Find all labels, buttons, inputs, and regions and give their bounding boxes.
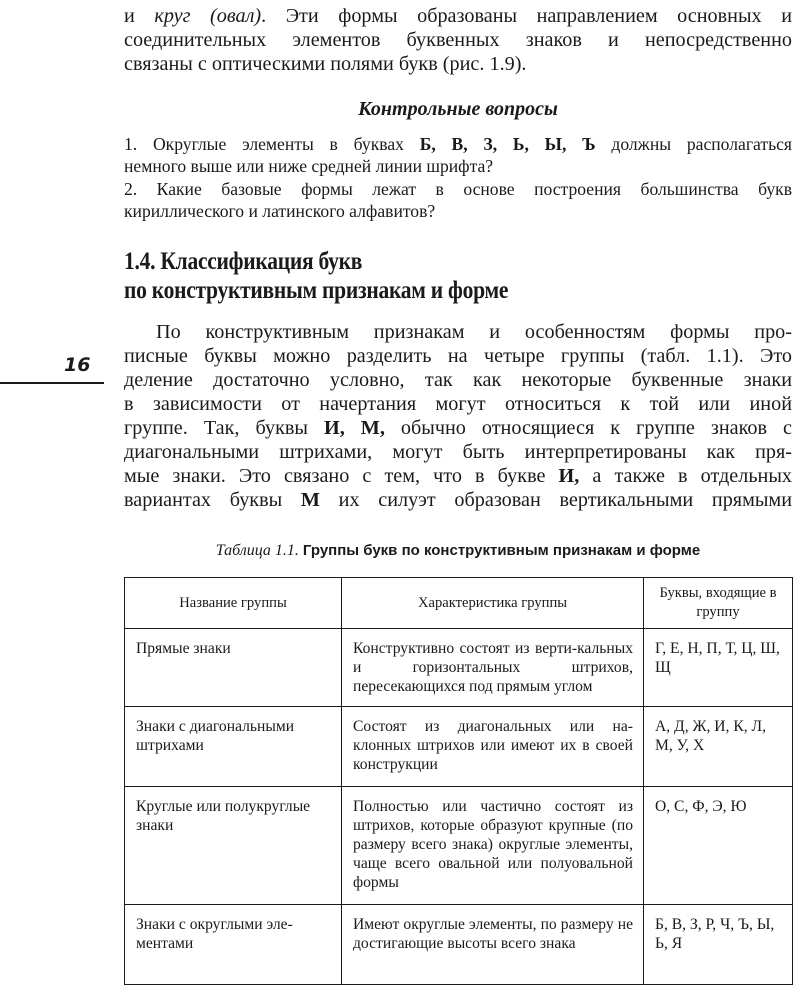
group-description-cell: Имеют округлые элементы, по размеру не достигающие высоты всего знака: [342, 905, 644, 985]
text-line: кириллического и латинского алфавитов?: [124, 201, 436, 221]
page-number: 16: [64, 354, 91, 376]
group-name-cell: Знаки с округлыми эле-ментами: [125, 905, 342, 985]
page-number-rule: [0, 382, 104, 384]
column-header: Характеристика группы: [342, 578, 644, 629]
text-line: диагональными штрихами, могут быть интерпретированы как пря-: [124, 441, 792, 463]
column-header: Название группы: [125, 578, 342, 629]
letter-groups-table: [124, 577, 793, 985]
emphasis: М: [300, 489, 320, 511]
text-line: деление достаточно условно, так как некоторые буквенные знаки: [124, 369, 792, 391]
text-line: По конструктивным признакам и особенностям формы про-: [156, 321, 792, 343]
intro-paragraph: [124, 4, 792, 76]
text-line: группе. Так, буквы И, М, обычно относящиеся к группе знаков с: [124, 417, 792, 439]
table-row: [125, 707, 793, 787]
group-name-cell: Круглые или полукруглые знаки: [125, 787, 342, 905]
section-heading-line: по конструктивным признакам и форме: [124, 277, 509, 304]
text-line: писные буквы можно разделить на четыре группы (табл. 1.1). Это: [124, 345, 792, 367]
question-2: [124, 178, 792, 222]
group-description-cell: Состоят из диагональных или на-клонных штрихов или имеют их в своей конструкции: [342, 707, 644, 787]
text-line: немного выше или ниже средней линии шрифта?: [124, 156, 494, 176]
text-line: в зависимости от начертания могут относиться к той или иной: [124, 393, 792, 415]
group-name-cell: Прямые знаки: [125, 629, 342, 707]
column-header: Буквы, входящие в группу: [644, 578, 793, 629]
group-description-cell: Конструктивно состоят из верти-кальных и горизонтальных штрихов, пересекающихся под прямым углом: [342, 629, 644, 707]
text-line: и круг (овал). Эти формы образованы направлением основных и: [124, 5, 792, 27]
question-1: [124, 133, 792, 177]
table-caption-title: Группы букв по конструктивным признакам и форме: [302, 542, 701, 559]
group-description-cell: Полностью или частично состоят из штрихов, которые образуют крупные (по размеру всего знака) округлые элементы, чаще всего овальной или полуовальной формы: [342, 787, 644, 905]
group-letters-cell: О, С, Ф, Э, Ю: [644, 787, 793, 905]
text-line: соединительных элементов буквенных знаков и непосредственно: [124, 29, 792, 51]
table-header-row: [125, 578, 793, 629]
group-letters-cell: Б, В, З, Р, Ч, Ъ, Ы, Ь, Я: [644, 905, 793, 985]
table-row: [125, 787, 793, 905]
text-line: связаны с оптическими полями букв (рис. 1.9).: [124, 53, 527, 75]
group-letters-cell: Г, Е, Н, П, Т, Ц, Ш, Щ: [644, 629, 793, 707]
emphasis: Б, В, З, Ь, Ы, Ъ: [419, 134, 596, 154]
section-heading: [124, 247, 692, 305]
table-row: [125, 905, 793, 985]
text-line: 1. Округлые элементы в буквах Б, В, З, Ь, Ы, Ъ должны располагаться: [124, 134, 793, 154]
emphasis: И,: [558, 465, 580, 487]
section-body-paragraph: [124, 320, 792, 512]
control-questions-heading: Контрольные вопросы: [358, 98, 558, 120]
text-line: вариантах буквы М их силуэт образован вертикальными прямыми: [124, 489, 792, 511]
table-caption: [124, 540, 792, 562]
group-name-cell: Знаки с диагональными штрихами: [125, 707, 342, 787]
table-caption-number: Таблица 1.1.: [215, 542, 299, 559]
emphasis: И, М,: [324, 417, 385, 439]
text-line: 2. Какие базовые формы лежат в основе построения большинства букв: [124, 179, 792, 199]
section-heading-line: 1.4. Классификация букв: [124, 248, 363, 275]
group-letters-cell: А, Д, Ж, И, К, Л, М, У, Х: [644, 707, 793, 787]
emphasis: круг (овал): [154, 5, 262, 27]
text-line: мые знаки. Это связано с тем, что в букве И, а также в отдельных: [124, 465, 792, 487]
table-row: [125, 629, 793, 707]
